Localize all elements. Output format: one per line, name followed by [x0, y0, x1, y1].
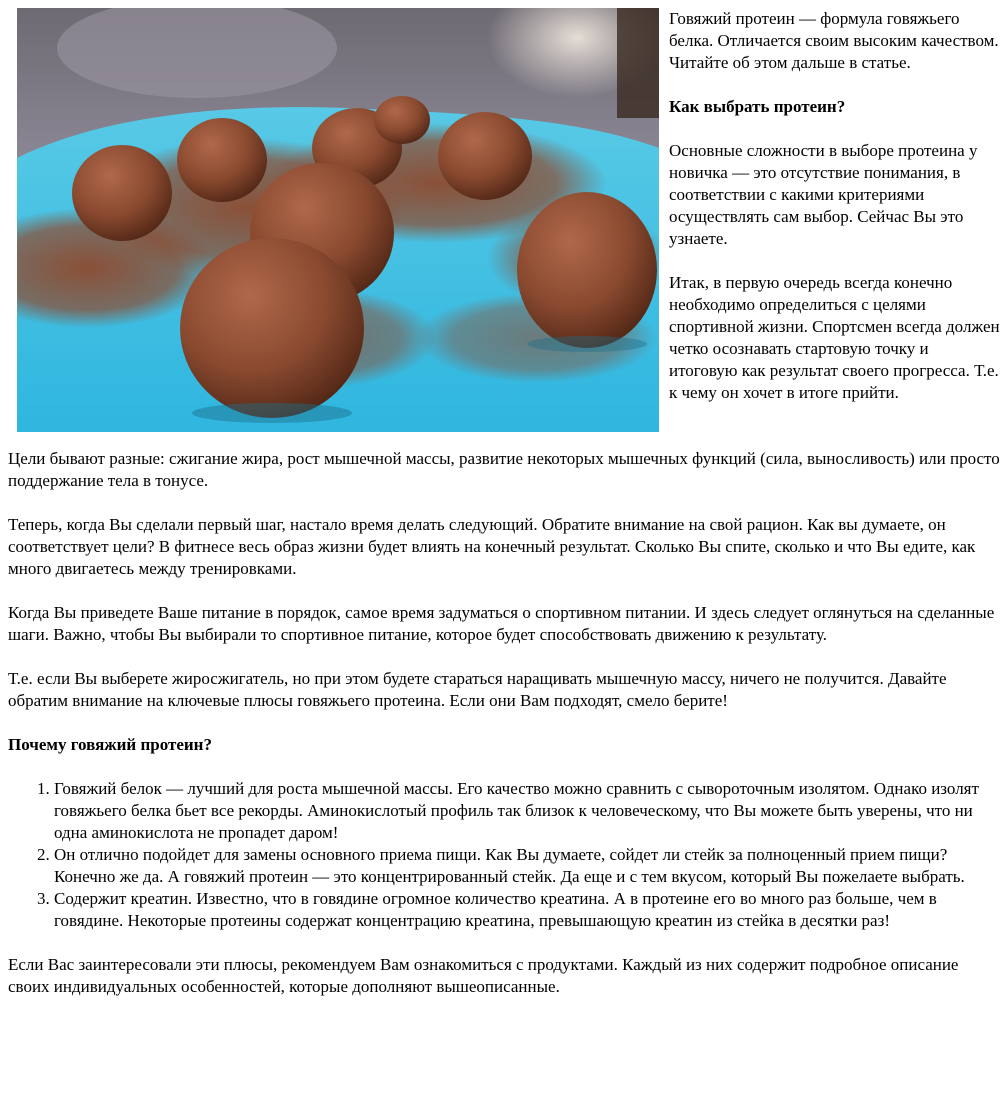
goals-first-paragraph: Итак, в первую очередь всегда конечно необходимо определиться с целями спортивной жизни. Спортсмен всегда должен четко осознавать стартовую точку и итоговую как результат своего прогресса. Т.е. к чему он хочет в итоге прийти.	[669, 273, 1000, 402]
main-text	[8, 432, 1000, 998]
difficulties-paragraph: Основные сложности в выборе протеина у новичка — это отсутствие понимания, в соответствии с какими критериями осуществлять сам выбор. Сейчас Вы это узнаете.	[669, 141, 978, 248]
intro-paragraph: Говяжий протеин — формула говяжьего белка. Отличается своим высоким качеством. Читайте об этом дальше в статье.	[669, 9, 999, 72]
heading-why-beef-protein: Почему говяжий протеин?	[8, 735, 212, 754]
list-item: 3. Содержит креатин. Известно, что в говядине огромное количество креатина. А в протеине его во много раз больше, чем в говядине. Некоторые протеины содержат концентрацию креатина, превышающую креатин из стейка в десятки раз!	[54, 888, 1000, 932]
list-item: 2. Он отлично подойдет для замены основного приема пищи. Как Вы думаете, сойдет ли стейк за полноценный прием пищи? Конечно же да. А говяжий протеин — это концентрированный стейк. Да еще и с тем вкусом, который Вы пожелаете выбрать.	[54, 844, 1000, 888]
benefits-list	[8, 778, 1000, 932]
goals-types-paragraph: Цели бывают разные: сжигание жира, рост мышечной массы, развитие некоторых мышечных функций (сила, выносливость) или просто поддержание тела в тонусе.	[8, 449, 1000, 490]
example-paragraph: Т.е. если Вы выберете жиросжигатель, но при этом будете стараться наращивать мышечную массу, ничего не получится. Давайте обратим внимание на ключевые плюсы говяжьего протеина. Если они Вам подходят, смело берите!	[8, 669, 947, 710]
sport-nutrition-paragraph: Когда Вы приведете Ваше питание в порядок, самое время задуматься о спортивном питании. И здесь следует оглянуться на сделанные шаги. Важно, чтобы Вы выбирали то спортивное питание, которое будет способствовать движению к результату.	[8, 603, 995, 644]
truffles-photo	[17, 8, 659, 432]
diet-paragraph: Теперь, когда Вы сделали первый шаг, настало время делать следующий. Обратите внимание на свой рацион. Как вы думаете, он соответствует цели? В фитнесе весь образ жизни будет влиять на конечный результат. Сколько Вы спите, сколько и что Вы едите, как много двигаетесь между тренировками.	[8, 515, 976, 578]
heading-choose-protein: Как выбрать протеин?	[669, 97, 846, 116]
list-item: 1. Говяжий белок — лучший для роста мышечной массы. Его качество можно сравнить с сывороточным изолятом. Однако изолят говяжьего белка бьет все рекорды. Аминокислотый профиль так близок к человеческому, что Вы можете быть уверены, что ни одна аминокислота не пропадет даром!	[54, 778, 1000, 844]
outro-paragraph: Если Вас заинтересовали эти плюсы, рекомендуем Вам ознакомиться с продуктами. Каждый из них содержит подробное описание своих индивидуальных особенностей, которые дополняют вышеописанные.	[8, 955, 959, 996]
